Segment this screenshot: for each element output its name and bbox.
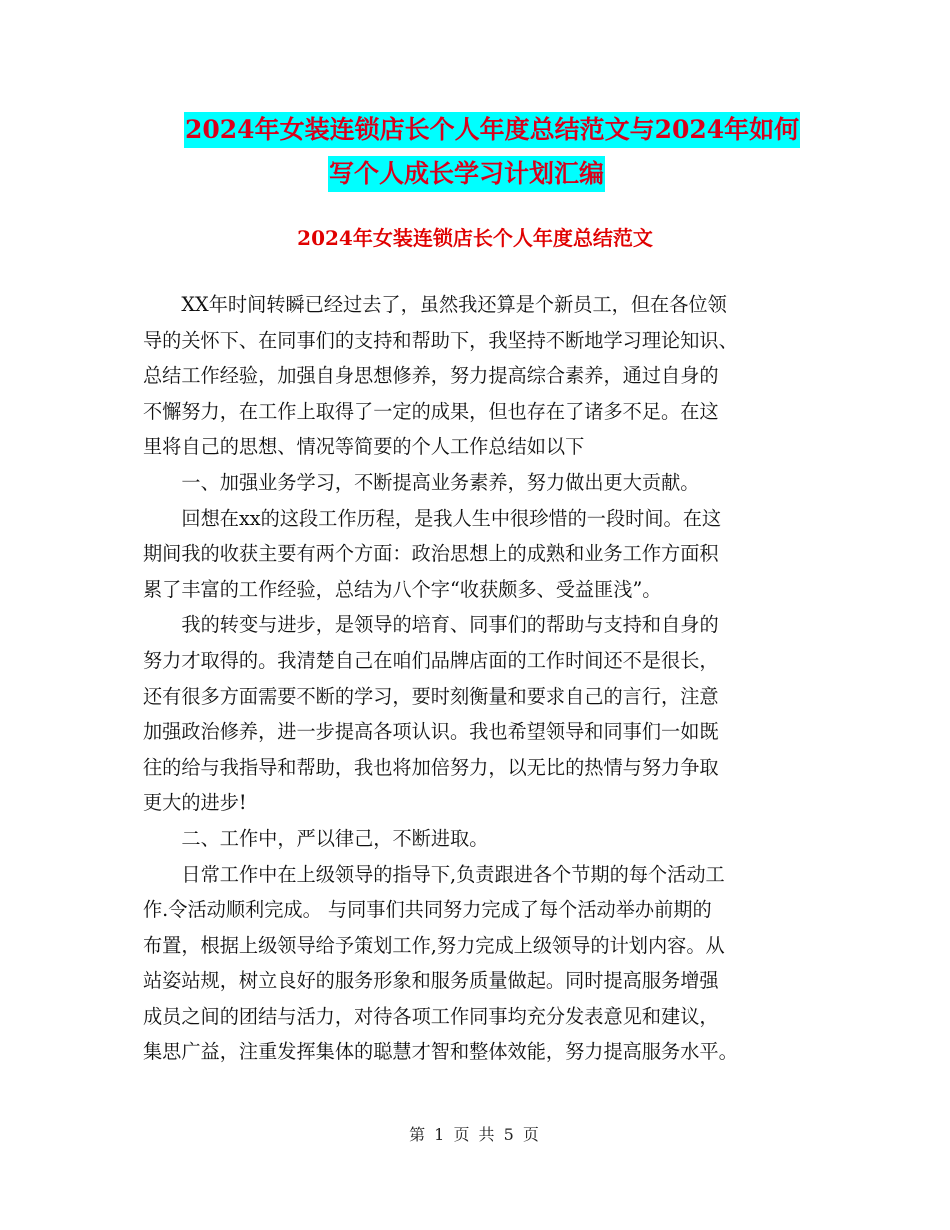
paragraph: [143, 821, 808, 857]
document-body: [143, 287, 808, 1070]
text-line: 一、加强业务学习，不断提高业务素养，努力做出更大贡献。: [181, 470, 700, 494]
text-line: 日常工作中在上级领导的指导下,负责跟进各个节期的每个活动工: [181, 862, 725, 886]
text-line: 往的给与我指导和帮助，我也将加倍努力，以无比的热情与努力争取: [143, 755, 719, 779]
text-line: 加强政治修养，进一步提高各项认识。我也希望领导和同事们一如既: [143, 720, 719, 744]
paragraph: [143, 501, 808, 608]
paragraph: [143, 607, 808, 821]
text-line: 总结工作经验，加强自身思想修养，努力提高综合素养，通过自身的: [143, 364, 719, 388]
paragraph: [143, 287, 808, 465]
text-line: 累了丰富的工作经验，总结为八个字“收获颇多、受益匪浅”。: [143, 577, 662, 601]
text-line: 二、工作中，严以律己，不断进取。: [181, 826, 489, 850]
text-line: 期间我的收获主要有两个方面：政治思想上的成熟和业务工作方面积: [143, 542, 719, 566]
text-line: 不懈努力，在工作上取得了一定的成果，但也存在了诸多不足。在这: [143, 399, 719, 423]
text-line: 导的关怀下、在同事们的支持和帮助下，我坚持不断地学习理论知识、: [143, 328, 738, 352]
text-line: 努力才取得的。我清楚自己在咱们品牌店面的工作时间还不是很长，: [143, 648, 719, 672]
page-footer: 第 1 页 共 5 页: [409, 1125, 541, 1144]
text-line: 集思广益，注重发挥集体的聪慧才智和整体效能，努力提高服务水平。: [143, 1040, 738, 1064]
text-line: 站姿站规，树立良好的服务形象和服务质量做起。同时提高服务增强: [143, 969, 719, 993]
paragraph: [143, 465, 808, 501]
paragraph: [143, 857, 808, 1071]
text-line: 还有很多方面需要不断的学习，要时刻衡量和要求自己的言行，注意: [143, 684, 719, 708]
text-line: 回想在xx的这段工作历程，是我人生中很珍惜的一段时间。在这: [181, 506, 722, 530]
text-line: 我的转变与进步，是领导的培育、同事们的帮助与支持和自身的: [181, 613, 719, 637]
text-line: 里将自己的思想、情况等简要的个人工作总结如以下: [143, 435, 585, 459]
title-line-2: 写个人成长学习计划汇编: [328, 156, 605, 192]
text-line: 作.令活动顺利完成。 与同事们共同努力完成了每个活动举办前期的: [143, 898, 712, 922]
section-title: 2024年女装连锁店长个人年度总结范文: [297, 226, 653, 250]
text-line: 更大的进步!: [143, 791, 247, 815]
text-line: XX年时间转瞬已经过去了，虽然我还算是个新员工，但在各位领: [181, 293, 727, 316]
text-line: 布置，根据上级领导给予策划工作,努力完成上级领导的计划内容。从: [143, 933, 725, 957]
title-line-1: 2024年女装连锁店长个人年度总结范文与2024年如何: [184, 112, 800, 148]
text-line: 成员之间的团结与活力，对待各项工作同事均充分发表意见和建议，: [143, 1004, 719, 1028]
